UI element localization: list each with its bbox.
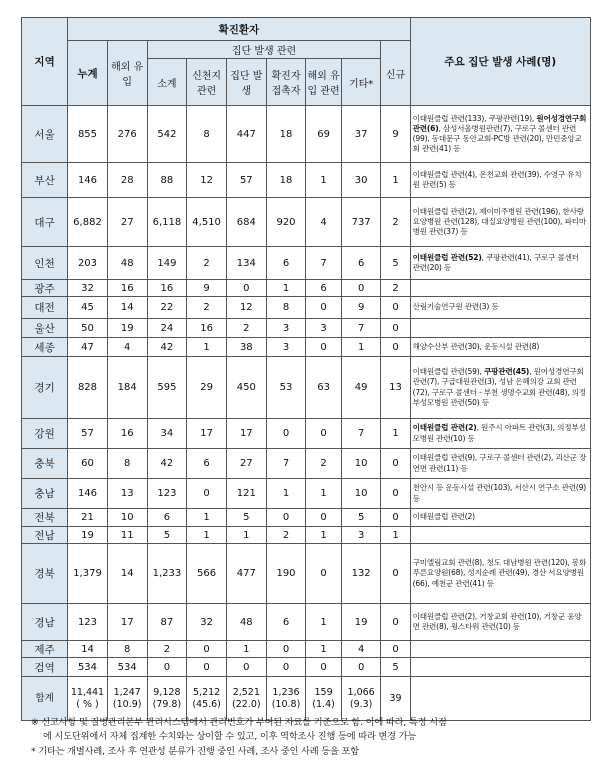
- cell-overseas: 8: [107, 641, 147, 658]
- table-row: [22, 509, 591, 527]
- table-row: [22, 449, 591, 479]
- cell-cases: [410, 297, 590, 319]
- case-text: 이태원클럽 관련(2), 제이미주병원 관련(196), 한사랑요양병원 관련(128), 대실요양병원 관련(100), 파티마병원 관련(37) 등: [412, 206, 586, 236]
- header-other: 기타*: [341, 59, 381, 106]
- cell-cluster: 450: [226, 357, 266, 419]
- cell-new: 1: [381, 163, 410, 198]
- cell-overseas: 28: [107, 163, 147, 198]
- cell-overseas-related: 0: [306, 338, 341, 357]
- case-text: , 쿠팡관련(41), 구로구 콜센터 관련(20) 등: [412, 252, 579, 272]
- cell-overseas: 27: [107, 198, 147, 247]
- cell-subtotal: 0: [147, 658, 187, 677]
- cell-region: 강원: [22, 419, 68, 449]
- cell-cluster: 477: [226, 544, 266, 604]
- total-overseas: 1,247 (10.9): [107, 677, 147, 721]
- cell-cases: [410, 604, 590, 641]
- cell-total: 19: [68, 527, 108, 544]
- cell-cases: [410, 198, 590, 247]
- cell-shincheonji: 566: [187, 544, 227, 604]
- table-row: [22, 641, 591, 658]
- table-row: [22, 357, 591, 419]
- footnote-1b: 에 시도단위에서 자체 집계한 수치와는 상이할 수 있고, 이후 역학조사 진행 등에 따라 변경 가능: [43, 731, 417, 743]
- cell-overseas: 534: [107, 658, 147, 677]
- table-row: [22, 247, 591, 280]
- case-text: 산림기술연구원 관련(3) 등: [412, 302, 499, 312]
- table-row: [22, 658, 591, 677]
- cell-cases: [410, 319, 590, 338]
- cell-total: 57: [68, 419, 108, 449]
- header-cases: 주요 집단 발생 사례(명): [410, 18, 590, 106]
- cell-other: 132: [341, 544, 381, 604]
- header-new: 신규: [381, 41, 410, 106]
- cell-contact: 3: [266, 338, 306, 357]
- cell-contact: 6: [266, 247, 306, 280]
- cell-cases: [410, 338, 590, 357]
- case-text: 원어성경연구회관련(6): [412, 113, 587, 133]
- cell-new: 5: [381, 658, 410, 677]
- cell-cases: [410, 641, 590, 658]
- cell-overseas: 19: [107, 319, 147, 338]
- cell-new: 0: [381, 449, 410, 479]
- cell-new: 0: [381, 319, 410, 338]
- cell-region: 부산: [22, 163, 68, 198]
- cell-other: 6: [341, 247, 381, 280]
- cell-shincheonji: 16: [187, 319, 227, 338]
- cell-subtotal: 24: [147, 319, 187, 338]
- cell-cluster: 1: [226, 641, 266, 658]
- cell-overseas-related: 6: [306, 280, 341, 297]
- cell-overseas-related: 0: [306, 658, 341, 677]
- cell-subtotal: 6,118: [147, 198, 187, 247]
- cell-subtotal: 5: [147, 527, 187, 544]
- cell-cases: [410, 544, 590, 604]
- cell-overseas: 16: [107, 419, 147, 449]
- cell-other: 0: [341, 658, 381, 677]
- header-overseas: 해외 유입: [107, 41, 147, 106]
- cell-contact: 920: [266, 198, 306, 247]
- total-subtotal: 9,128 (79.8): [147, 677, 187, 721]
- cell-overseas-related: 0: [306, 297, 341, 319]
- cell-contact: 6: [266, 604, 306, 641]
- cell-overseas-related: 7: [306, 247, 341, 280]
- case-text: 이태원클럽 관련(9), 구로구 콜센터 관련(2), 괴산군 장연면 관련(11) 등: [412, 453, 587, 473]
- cell-cases: [410, 527, 590, 544]
- cell-new: 1: [381, 527, 410, 544]
- cell-total: 47: [68, 338, 108, 357]
- header-subtotal: 소계: [147, 59, 187, 106]
- cell-new: 2: [381, 198, 410, 247]
- total-other: 1,066 (9.3): [341, 677, 381, 721]
- header-cluster-group: 집단 발생 관련: [147, 41, 381, 59]
- cell-region: 경북: [22, 544, 68, 604]
- cell-cluster: 5: [226, 509, 266, 527]
- cell-cases: [410, 479, 590, 509]
- cell-shincheonji: 9: [187, 280, 227, 297]
- total-shincheonji: 5,212 (45.6): [187, 677, 227, 721]
- cell-cases: [410, 280, 590, 297]
- case-text: 이태원클럽 관련(4), 온천교회 관련(39), 수영구 유치원 관련(5) 등: [412, 169, 582, 189]
- cell-region: 충남: [22, 479, 68, 509]
- cell-cases: [410, 357, 590, 419]
- cell-shincheonji: 0: [187, 658, 227, 677]
- table-row: [22, 106, 591, 163]
- cell-shincheonji: 1: [187, 509, 227, 527]
- cell-shincheonji: 1: [187, 527, 227, 544]
- cell-total: 203: [68, 247, 108, 280]
- cell-contact: 0: [266, 641, 306, 658]
- cell-total: 146: [68, 479, 108, 509]
- cell-region: 울산: [22, 319, 68, 338]
- cell-region: 검역: [22, 658, 68, 677]
- cell-other: 1: [341, 338, 381, 357]
- cell-new: 0: [381, 297, 410, 319]
- cell-region: 대전: [22, 297, 68, 319]
- cell-subtotal: 22: [147, 297, 187, 319]
- cell-overseas: 48: [107, 247, 147, 280]
- cell-cluster: 134: [226, 247, 266, 280]
- cell-region: 경기: [22, 357, 68, 419]
- cell-cluster: 27: [226, 449, 266, 479]
- cell-cluster: 48: [226, 604, 266, 641]
- cell-other: 0: [341, 280, 381, 297]
- case-text: 이태원클럽 관련(2): [412, 423, 477, 433]
- cell-cases: [410, 509, 590, 527]
- cell-shincheonji: 2: [187, 297, 227, 319]
- cell-contact: 1: [266, 479, 306, 509]
- header-shincheonji: 신천지 관련: [187, 59, 227, 106]
- confirmed-cases-table: [21, 17, 591, 721]
- cell-total: 6,882: [68, 198, 108, 247]
- cell-total: 828: [68, 357, 108, 419]
- cell-cases: [410, 419, 590, 449]
- cell-region: 충북: [22, 449, 68, 479]
- case-text: 해양수산부 관련(30), 운동시설 관련(8): [412, 341, 540, 351]
- cell-contact: 190: [266, 544, 306, 604]
- cell-overseas: 10: [107, 509, 147, 527]
- table-row: [22, 280, 591, 297]
- total-contact: 1,236 (10.8): [266, 677, 306, 721]
- cell-subtotal: 123: [147, 479, 187, 509]
- cell-overseas-related: 0: [306, 419, 341, 449]
- header-overseas-related: 해외 유입 관련: [306, 59, 341, 106]
- cell-contact: 3: [266, 319, 306, 338]
- cell-new: 0: [381, 338, 410, 357]
- cell-cluster: 1: [226, 527, 266, 544]
- cell-contact: 8: [266, 297, 306, 319]
- cell-new: 0: [381, 641, 410, 658]
- cell-new: 13: [381, 357, 410, 419]
- table-row: [22, 163, 591, 198]
- cell-overseas: 14: [107, 544, 147, 604]
- total-cases: [410, 677, 590, 721]
- footnote-2: * 기타는 개별사례, 조사 후 연관성 분류가 진행 중인 사례, 조사 중인 사례 등을 포함: [31, 745, 359, 757]
- cell-shincheonji: 12: [187, 163, 227, 198]
- cell-region: 전남: [22, 527, 68, 544]
- cell-subtotal: 16: [147, 280, 187, 297]
- cell-overseas-related: 0: [306, 509, 341, 527]
- cell-other: 37: [341, 106, 381, 163]
- cell-new: 0: [381, 509, 410, 527]
- cell-cluster: 57: [226, 163, 266, 198]
- case-text: 이태원클럽 관련(52): [412, 252, 482, 262]
- case-text: , 삼성서울병원관련(7), 구로구 콜센터 관련(99), 동대문구 동안교회-PC방 관련(20), 만민중앙교회 관련(41) 등: [412, 123, 582, 154]
- table-row: [22, 297, 591, 319]
- cell-region: 광주: [22, 280, 68, 297]
- cell-region: 경남: [22, 604, 68, 641]
- cell-subtotal: 595: [147, 357, 187, 419]
- cell-contact: 0: [266, 658, 306, 677]
- cell-contact: 18: [266, 163, 306, 198]
- cell-cluster: 0: [226, 658, 266, 677]
- cell-overseas-related: 1: [306, 163, 341, 198]
- cell-new: 5: [381, 247, 410, 280]
- case-text: 이태원클럽 관련(59),: [412, 367, 484, 377]
- cell-overseas-related: 4: [306, 198, 341, 247]
- cell-other: 7: [341, 419, 381, 449]
- case-text: 천안시 등 운동시설 관련(103), 서산시 연구소 관련(9) 등: [412, 483, 587, 503]
- cell-overseas-related: 1: [306, 641, 341, 658]
- cell-subtotal: 1,233: [147, 544, 187, 604]
- cell-overseas-related: 0: [306, 544, 341, 604]
- cell-subtotal: 2: [147, 641, 187, 658]
- cell-contact: 0: [266, 419, 306, 449]
- table-row: [22, 527, 591, 544]
- total-cluster: 2,521 (22.0): [226, 677, 266, 721]
- cell-other: 3: [341, 527, 381, 544]
- cell-overseas-related: 69: [306, 106, 341, 163]
- cell-shincheonji: 6: [187, 449, 227, 479]
- header-total: 누계: [68, 41, 108, 106]
- cell-region: 서울: [22, 106, 68, 163]
- cell-overseas-related: 63: [306, 357, 341, 419]
- cell-total: 146: [68, 163, 108, 198]
- cell-total: 21: [68, 509, 108, 527]
- cell-shincheonji: 4,510: [187, 198, 227, 247]
- case-text: 구미엘림교회 관련(8), 청도 대남병원 관련(120), 봉화 푸른요양원(68), 성지순례 관련(49), 경산 서요양병원(66), 예천군 관련(41) 등: [412, 558, 587, 588]
- cell-total: 14: [68, 641, 108, 658]
- header-region: 지역: [22, 18, 68, 106]
- table-row: [22, 419, 591, 449]
- cell-overseas: 276: [107, 106, 147, 163]
- cell-overseas: 11: [107, 527, 147, 544]
- cell-total: 50: [68, 319, 108, 338]
- total-overseas-related: 159 (1.4): [306, 677, 341, 721]
- cell-new: 0: [381, 604, 410, 641]
- cell-contact: 7: [266, 449, 306, 479]
- cell-other: 737: [341, 198, 381, 247]
- cell-subtotal: 542: [147, 106, 187, 163]
- table-row: [22, 544, 591, 604]
- cell-cases: [410, 106, 590, 163]
- cell-contact: 18: [266, 106, 306, 163]
- cell-overseas: 16: [107, 280, 147, 297]
- cell-other: 30: [341, 163, 381, 198]
- cell-total: 855: [68, 106, 108, 163]
- cell-total: 60: [68, 449, 108, 479]
- total-region: 합계: [22, 677, 68, 721]
- cell-total: 534: [68, 658, 108, 677]
- cell-overseas: 17: [107, 604, 147, 641]
- cell-shincheonji: 17: [187, 419, 227, 449]
- cell-contact: 53: [266, 357, 306, 419]
- cell-contact: 0: [266, 509, 306, 527]
- total-new: 39: [381, 677, 410, 721]
- cell-new: 0: [381, 544, 410, 604]
- cell-other: 5: [341, 509, 381, 527]
- cell-cluster: 447: [226, 106, 266, 163]
- cell-overseas: 4: [107, 338, 147, 357]
- cell-cluster: 12: [226, 297, 266, 319]
- cell-overseas: 8: [107, 449, 147, 479]
- cell-shincheonji: 2: [187, 247, 227, 280]
- case-text: 이태원클럽 관련(2): [412, 512, 475, 522]
- cell-total: 123: [68, 604, 108, 641]
- cell-total: 32: [68, 280, 108, 297]
- cell-subtotal: 87: [147, 604, 187, 641]
- cell-new: 2: [381, 280, 410, 297]
- cell-total: 45: [68, 297, 108, 319]
- cell-region: 전북: [22, 509, 68, 527]
- table-row: [22, 338, 591, 357]
- cell-cases: [410, 163, 590, 198]
- case-text: , 원어성경연구회관련(7), 구급대원관련(3), 성남 은혜의강 교회 관련(72), 구로구 콜센터 - 부천 생명수교회 관련(48), 의정부성모병원 관련(50) 등: [412, 367, 586, 407]
- cell-total: 1,379: [68, 544, 108, 604]
- cell-region: 제주: [22, 641, 68, 658]
- cell-cluster: 17: [226, 419, 266, 449]
- cell-shincheonji: 8: [187, 106, 227, 163]
- cell-overseas: 13: [107, 479, 147, 509]
- cell-cluster: 121: [226, 479, 266, 509]
- cell-other: 10: [341, 479, 381, 509]
- cell-cluster: 38: [226, 338, 266, 357]
- cell-shincheonji: 29: [187, 357, 227, 419]
- table-row: [22, 604, 591, 641]
- case-text: 쿠팡관련(45): [483, 367, 530, 377]
- case-text: 이태원클럽 관련(2), 거창교회 관련(10), 거창군 웅양면 관련(8), 윙스타워 관련(10) 등: [412, 611, 582, 631]
- cell-cases: [410, 449, 590, 479]
- cell-overseas-related: 3: [306, 319, 341, 338]
- cell-region: 대구: [22, 198, 68, 247]
- table-row: [22, 198, 591, 247]
- cell-other: 9: [341, 297, 381, 319]
- cell-other: 4: [341, 641, 381, 658]
- cell-region: 세종: [22, 338, 68, 357]
- cell-shincheonji: 1: [187, 338, 227, 357]
- header-confirmed: 확진환자: [68, 18, 410, 41]
- cell-shincheonji: 0: [187, 641, 227, 658]
- cell-shincheonji: 32: [187, 604, 227, 641]
- cell-other: 7: [341, 319, 381, 338]
- case-text: 이태원클럽 관련(133), 쿠팡관련(19),: [412, 113, 537, 123]
- cell-overseas-related: 2: [306, 449, 341, 479]
- footnotes: [31, 716, 606, 759]
- header-cluster: 집단 발생: [226, 59, 266, 106]
- case-text: , 원주시 아파트 관련(3), 의정부성모병원 관련(10) 등: [412, 423, 586, 443]
- cell-subtotal: 42: [147, 338, 187, 357]
- cell-contact: 2: [266, 527, 306, 544]
- cell-region: 인천: [22, 247, 68, 280]
- footnote-1a: ※ 신고사항 및 질병관리본부 관리시스템에서 관리번호가 부여된 자료를 기준으로 함. 이에 따라, 특정 시점: [31, 717, 447, 728]
- cell-cases: [410, 247, 590, 280]
- cell-shincheonji: 0: [187, 479, 227, 509]
- cell-new: 0: [381, 479, 410, 509]
- cell-other: 10: [341, 449, 381, 479]
- header-contact: 확진자 접촉자: [266, 59, 306, 106]
- cell-subtotal: 34: [147, 419, 187, 449]
- cell-subtotal: 6: [147, 509, 187, 527]
- cell-overseas-related: 1: [306, 527, 341, 544]
- cell-new: 1: [381, 419, 410, 449]
- cell-other: 19: [341, 604, 381, 641]
- cell-overseas-related: 1: [306, 604, 341, 641]
- cell-new: 9: [381, 106, 410, 163]
- cell-overseas: 14: [107, 297, 147, 319]
- cell-overseas: 184: [107, 357, 147, 419]
- cell-contact: 1: [266, 280, 306, 297]
- cell-subtotal: 42: [147, 449, 187, 479]
- cell-cases: [410, 658, 590, 677]
- table-row: [22, 319, 591, 338]
- cell-cluster: 2: [226, 319, 266, 338]
- table-row: [22, 479, 591, 509]
- cell-cluster: 684: [226, 198, 266, 247]
- cell-subtotal: 149: [147, 247, 187, 280]
- cell-other: 49: [341, 357, 381, 419]
- total-total: 11,441 ( % ): [68, 677, 108, 721]
- cell-subtotal: 88: [147, 163, 187, 198]
- cell-cluster: 0: [226, 280, 266, 297]
- cell-overseas-related: 1: [306, 479, 341, 509]
